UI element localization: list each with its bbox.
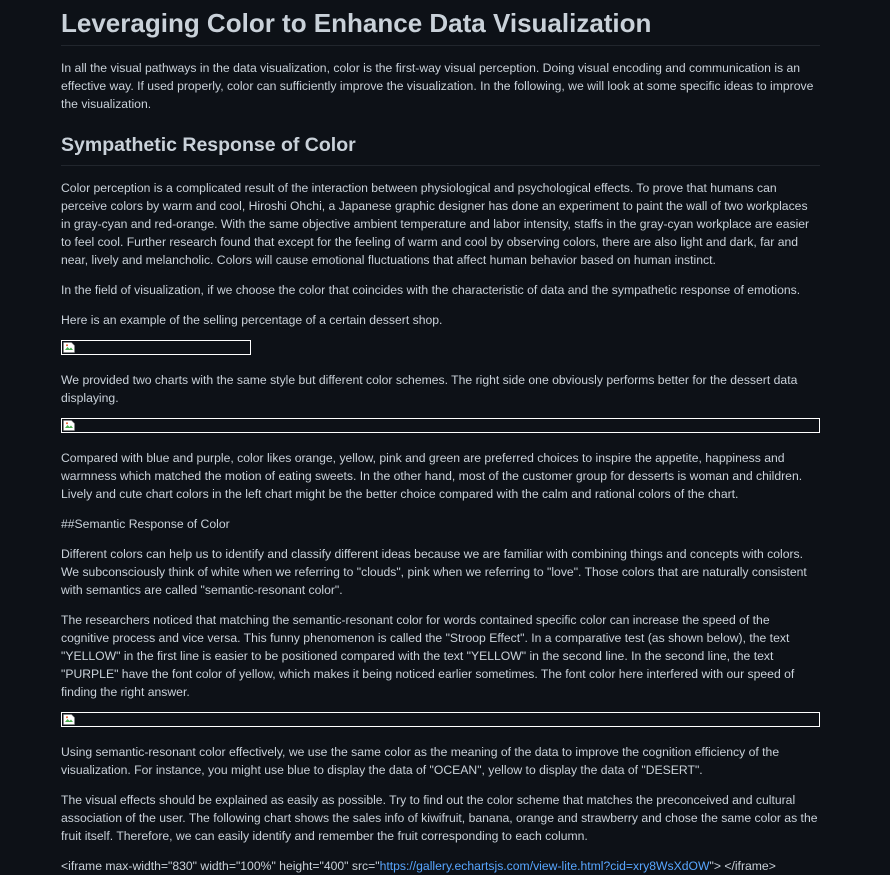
section-heading-sympathetic: Sympathetic Response of Color <box>61 132 820 166</box>
iframe-code-prefix: <iframe max-width="830" width="100%" height="400" src=" <box>61 859 380 873</box>
paragraph-dessert-example: Here is an example of the selling percentage of a certain dessert shop. <box>61 313 443 327</box>
iframe-code-suffix: "> </iframe> <box>709 859 776 873</box>
article <box>61 0 820 875</box>
dessert-chart-image <box>61 340 251 355</box>
paragraph-warm-colors: Compared with blue and purple, color likes orange, yellow, pink and green are preferred choices to inspire the appetite, happiness and warmness which matched the motion of eating sweets. In the other hand, most of the customer group for desserts is woman and children. Lively and cute chart colors in the left chart might be the better choice compared with the calm and rational colors of the chart. <box>61 451 803 501</box>
paragraph-semantic-colors: Different colors can help us to identify and classify different ideas because we are familiar with combining things and concepts with colors. We subconsciously think of white when we referring to "clouds", pink when we referring to "love". Those colors that are naturally consistent with semantics are called "semantic-resonant color". <box>61 547 807 597</box>
echarts-gallery-link[interactable]: https://gallery.echartsjs.com/view-lite.html?cid=xry8WsXdOW <box>379 859 710 873</box>
paragraph-visualization-field: In the field of visualization, if we choose the color that coincides with the characteristic of data and the sympathetic response of emotions. <box>61 283 801 297</box>
page-title: Leveraging Color to Enhance Data Visualization <box>61 0 820 46</box>
intro-paragraph: In all the visual pathways in the data visualization, color is the first-way visual perception. Doing visual encoding and communication is an effective way. If used properly, color can sufficiently improve the visualization. In the following, we will look at some specific ideas to improve the visualization. <box>61 61 814 111</box>
paragraph-semantic-resonant-usage: Using semantic-resonant color effectively, we use the same color as the meaning of the data to improve the cognition efficiency of the visualization. For instance, you might use blue to display the data of "OCEAN", yellow to display the data of "DESERT". <box>61 745 780 777</box>
broken-image-icon <box>63 420 75 431</box>
paragraph-two-charts: We provided two charts with the same style but different color schemes. The right side one obviously performs better for the dessert data displaying. <box>61 373 798 405</box>
color-scheme-comparison-image <box>61 418 820 433</box>
paragraph-stroop-effect: The researchers noticed that matching the semantic-resonant color for words contained specific color can increase the speed of the cognitive process and vice versa. This funny phenomenon is called the "Stroop Effect". In a comparative test (as shown below), the text "YELLOW" in the first line is easier to be positioned compared with the text "YELLOW" in the second line. In the second line, the text "PURPLE" have the font color of yellow, which makes it being noticed earlier sometimes. The font color here interfered with our speed of finding the right answer. <box>61 613 795 699</box>
section-heading-semantic-raw: ##Semantic Response of Color <box>61 517 230 531</box>
paragraph-fruit-chart: The visual effects should be explained as easily as possible. Try to find out the color scheme that matches the preconceived and cultural association of the user. The following chart shows the sales info of kiwifruit, banana, orange and strawberry and chose the same color as the fruit itself. Therefore, we can easily identify and remember the fruit corresponding to each column. <box>61 793 818 843</box>
paragraph-color-perception: Color perception is a complicated result of the interaction between physiological and psychological effects. To prove that humans can perceive colors by warm and cool, Hiroshi Ohchi, a Japanese graphic designer has done an experiment to paint the wall of two workplaces in gray-cyan and red-orange. With the same objective ambient temperature and labor intensity, staffs in the gray-cyan workplace are easier to feel cool. Further research found that except for the feeling of warm and cool by observing colors, there are also light and dark, far and near, lively and melancholic. Colors will cause emotional fluctuations that affect human behavior based on human instinct. <box>61 181 810 267</box>
stroop-test-image <box>61 712 820 727</box>
broken-image-icon <box>63 714 75 725</box>
broken-image-icon <box>63 342 75 353</box>
